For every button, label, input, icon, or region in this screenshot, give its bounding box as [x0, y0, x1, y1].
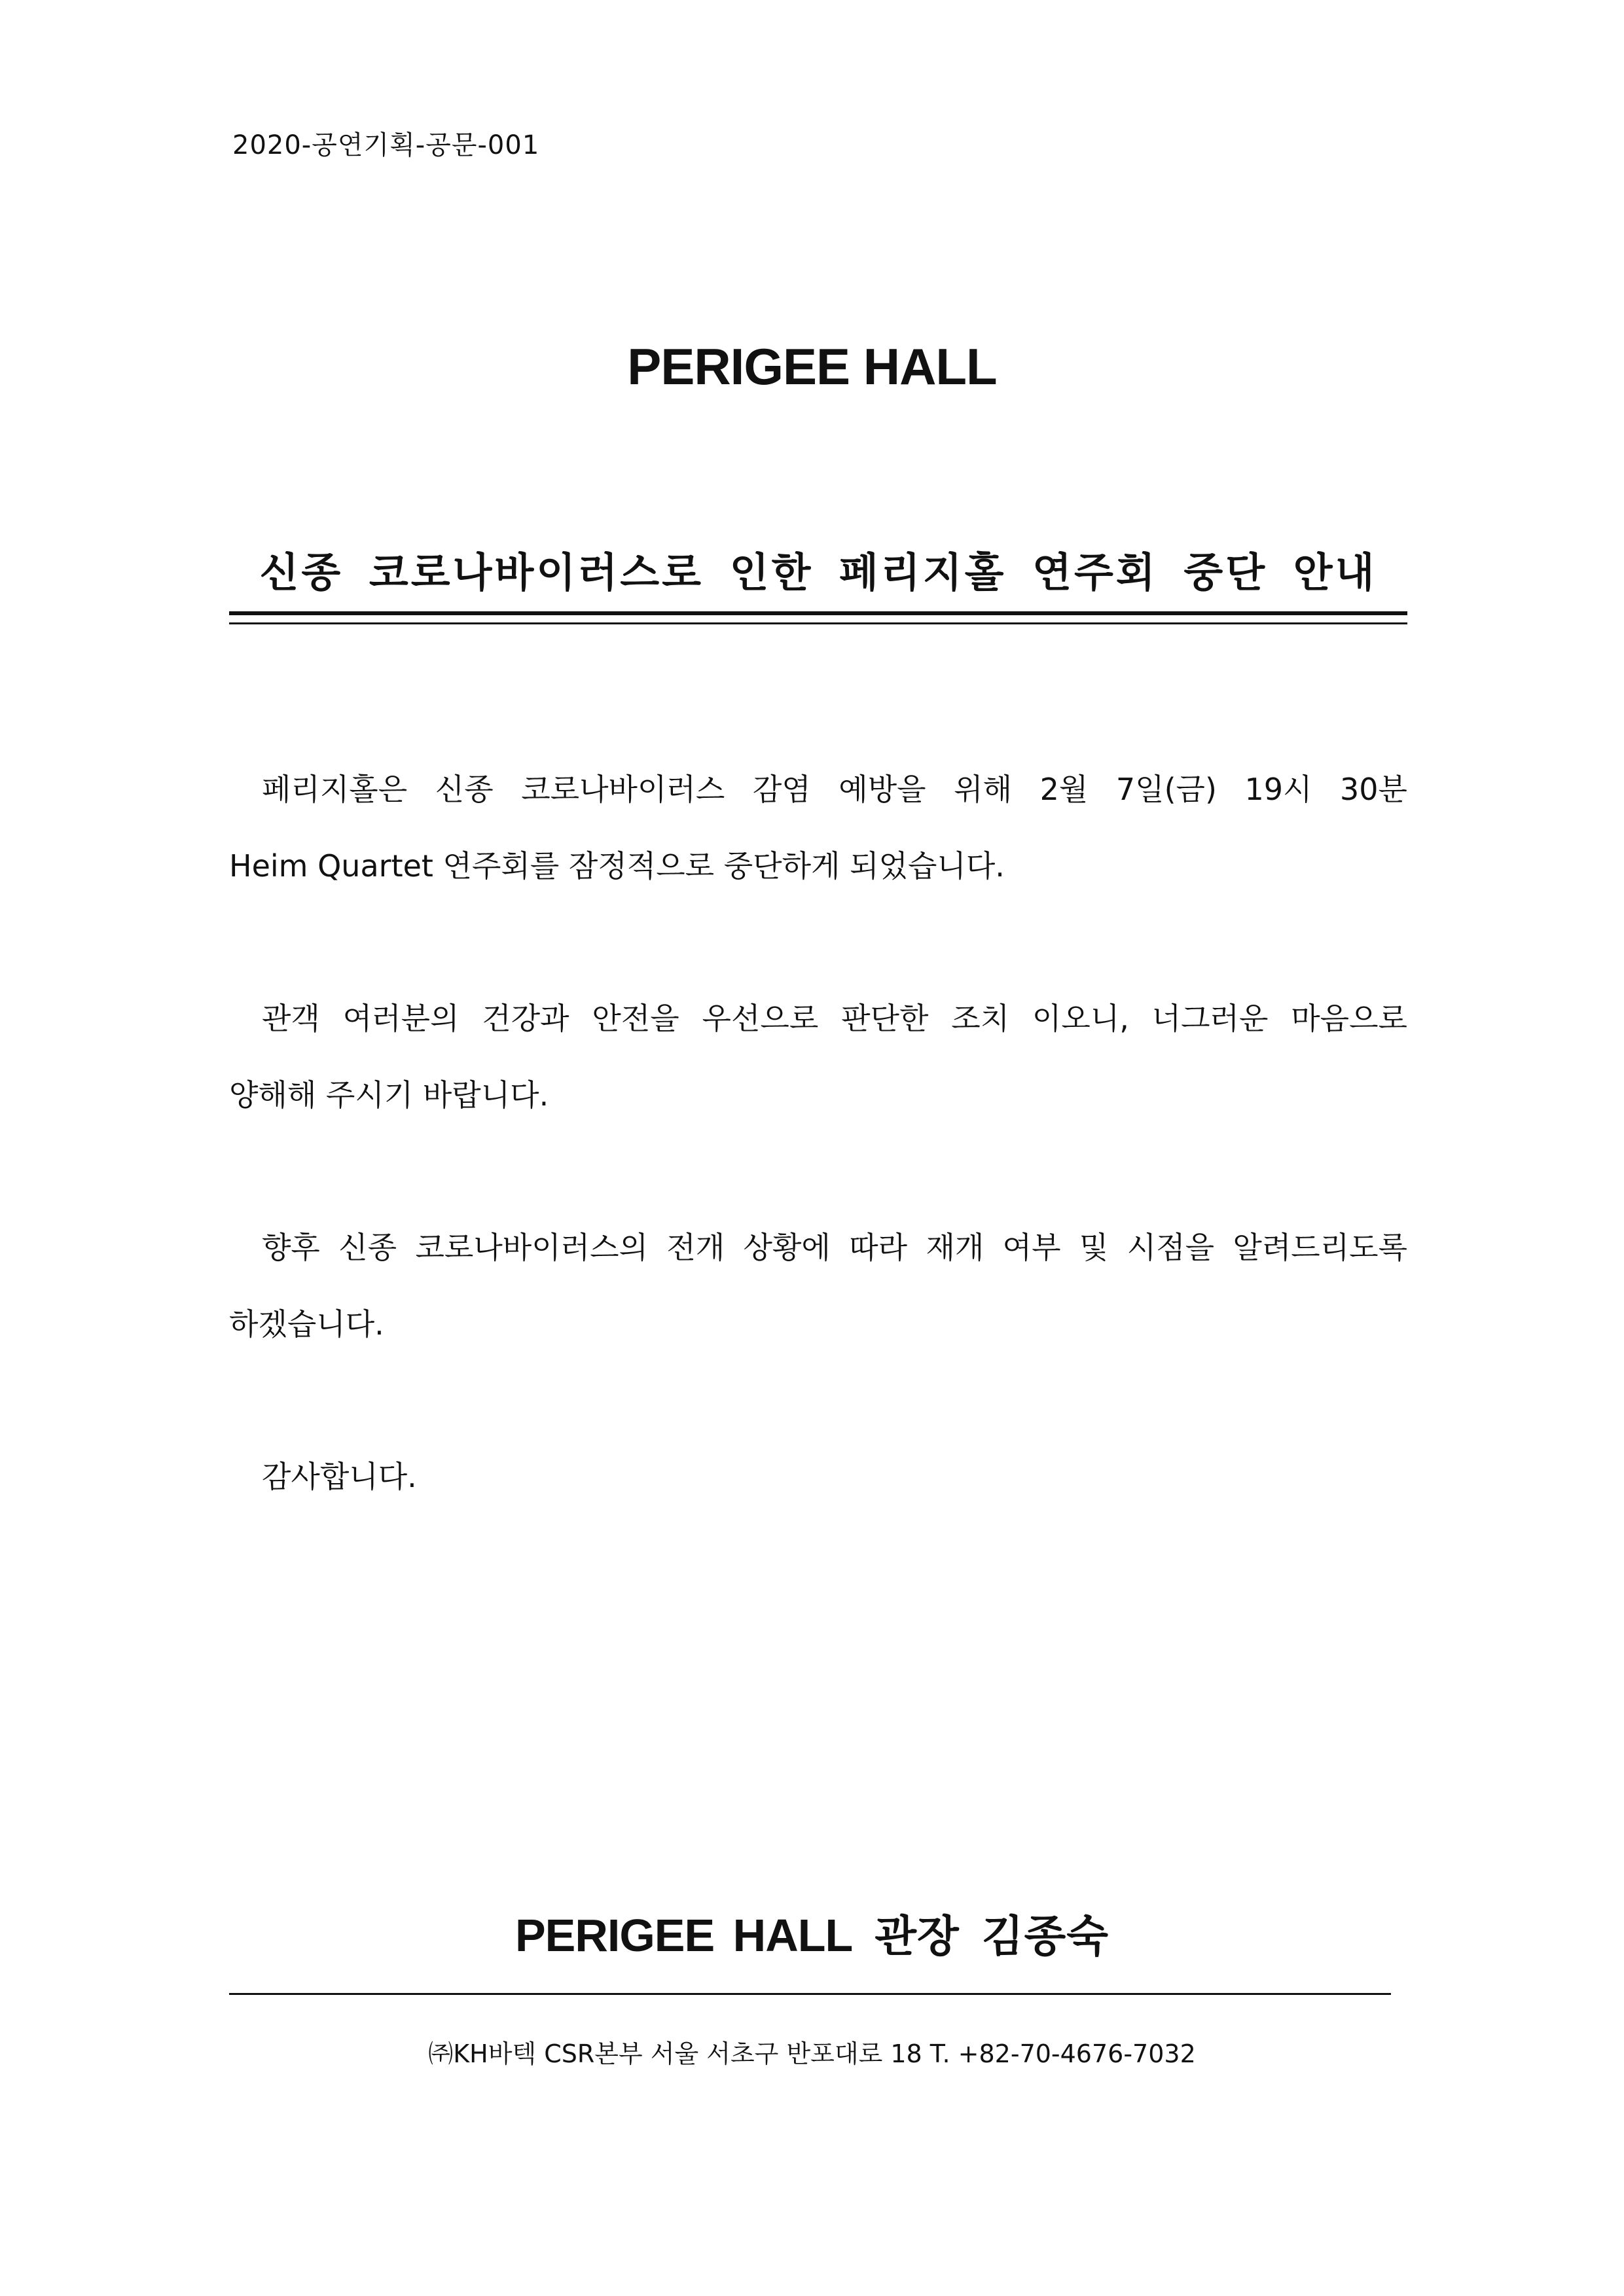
paragraph-line: 향후 신종 코로나바이러스의 전개 상황에 따라 재개 여부 및 시점을 알려드리도록	[262, 1230, 1407, 1265]
notice-title: 신종 코로나바이러스로 인한 페리지홀 연주회 중단 안내	[259, 548, 1377, 596]
paragraph-line: 양해해 주시기 바랍니다.	[229, 1077, 549, 1113]
notice-body	[229, 751, 1407, 1591]
document-number: 2020-공연기획-공문-001	[232, 130, 540, 160]
paragraph-cancellation	[229, 751, 1407, 905]
paragraph-thanks	[229, 1439, 1407, 1515]
title-double-rule	[229, 611, 1407, 626]
footer-rule	[229, 1993, 1391, 1995]
signature-name: 관장 김종숙	[875, 1911, 1110, 1962]
footer-contact: ㈜KH바텍 CSR본부 서울 서초구 반포대로 18 T. +82-70-4676-7032	[428, 2039, 1196, 2068]
paragraph-future-notice	[229, 1210, 1407, 1363]
paragraph-line: Heim Quartet 연주회를 잠정적으로 중단하게 되었습니다.	[229, 848, 1005, 884]
paragraph-line: 관객 여러분의 건강과 안전을 우선으로 판단한 조치 이오니, 너그러운 마음으로	[262, 1001, 1407, 1036]
paragraph-understanding	[229, 980, 1407, 1134]
title-rule-thick	[229, 611, 1407, 615]
title-rule-thin	[229, 622, 1407, 624]
signature-organization: PERIGEE HALL	[514, 1910, 853, 1961]
paragraph-line: 페리지홀은 신종 코로나바이러스 감염 예방을 위해 2월 7일(금) 19시 30분	[262, 772, 1407, 807]
paragraph-line: 감사합니다.	[262, 1459, 417, 1494]
paragraph-line: 하겠습니다.	[229, 1306, 384, 1342]
signature	[0, 1901, 1624, 1964]
organization-title: PERIGEE HALL	[627, 338, 997, 395]
